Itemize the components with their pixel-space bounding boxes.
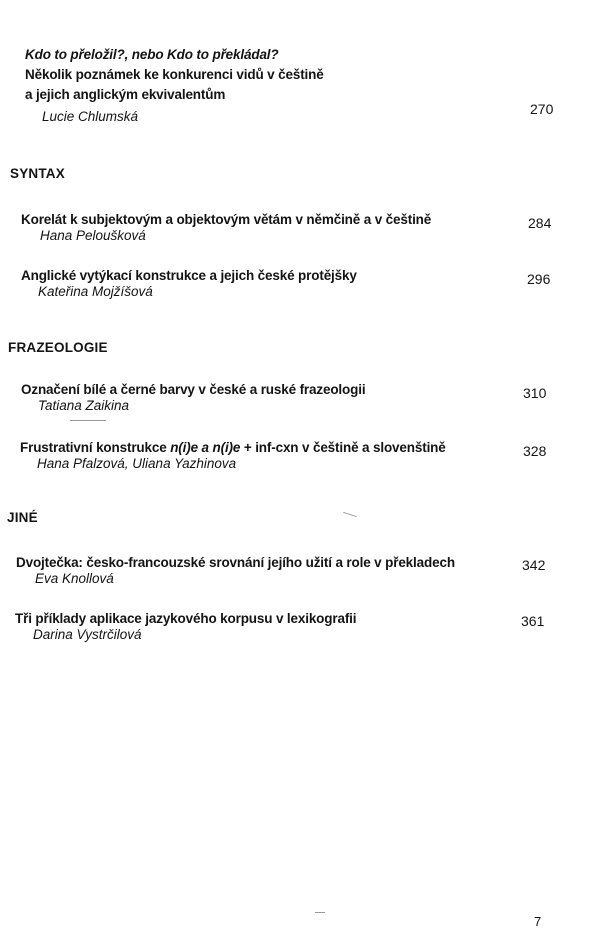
scan-speck (70, 420, 106, 421)
entry-author: Hana Pfalzová, Uliana Yazhinova (37, 456, 237, 471)
section-heading-syntax: SYNTAX (10, 166, 65, 181)
entry-page-number: 270 (530, 101, 554, 117)
entry-author: Eva Knollová (35, 571, 114, 586)
entry-page-number: 284 (528, 215, 552, 231)
entry-title: Frustrativní konstrukce n(i)e a n(i)e + inf-cxn v češtině a slovenštině (20, 440, 446, 455)
entry-author: Darina Vystrčilová (33, 627, 142, 642)
entry-page-number: 328 (523, 443, 547, 459)
entry-title: Tři příklady aplikace jazykového korpusu v lexikografii (15, 611, 357, 626)
entry-page-number: 310 (523, 385, 547, 401)
entry-author: Tatiana Zaikina (38, 398, 130, 413)
entry-page-number: 342 (522, 557, 546, 573)
entry-title: Anglické vytýkací konstrukce a jejich české protějšky (21, 268, 357, 283)
entry-title-italic: Kdo to přeložil?, nebo Kdo to překládal? (25, 47, 279, 62)
entry-page-number: 361 (521, 613, 545, 629)
entry-page-number: 296 (527, 271, 551, 287)
scan-speck (343, 512, 357, 517)
page-folio: 7 (534, 914, 542, 929)
entry-title: Dvojtečka: česko-francouzské srovnání jejího užití a role v překladech (16, 555, 455, 570)
entry-author: Kateřina Mojžíšová (38, 284, 153, 299)
section-heading-frazeologie: FRAZEOLOGIE (8, 340, 108, 355)
entry-title-line: Několik poznámek ke konkurenci vidů v češtině (25, 67, 324, 82)
section-heading-jine: JINÉ (7, 510, 38, 525)
entry-title: Korelát k subjektovým a objektovým větám v němčině a v češtině (21, 212, 432, 227)
entry-author: Hana Peloušková (40, 228, 146, 243)
entry-title-line: a jejich anglickým ekvivalentům (25, 87, 226, 102)
entry-title: Označení bílé a černé barvy v české a ruské frazeologii (21, 382, 366, 397)
entry-author: Lucie Chlumská (42, 109, 139, 124)
scan-speck (315, 912, 325, 913)
